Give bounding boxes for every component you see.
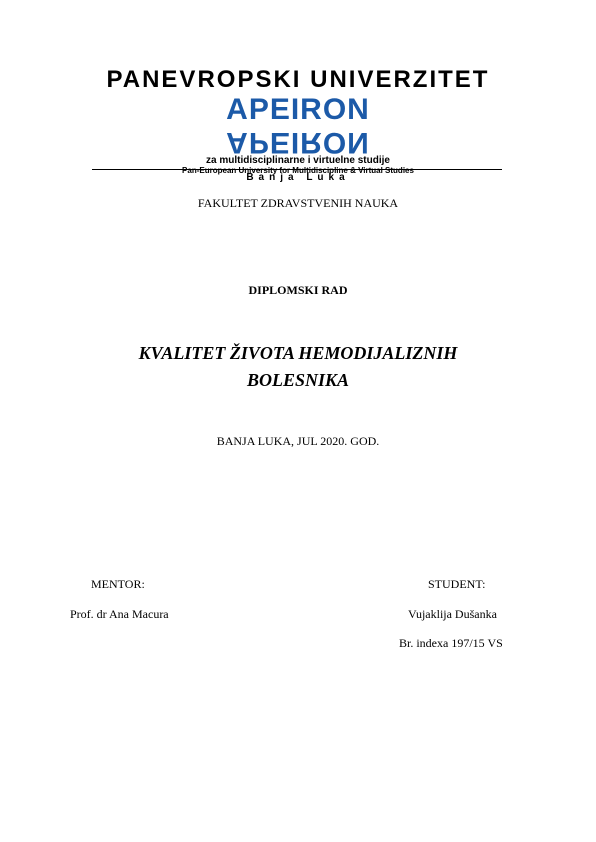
thesis-title-line-2: BOLESNIKA: [246, 370, 350, 390]
thesis-type: DIPLOMSKI RAD: [248, 283, 348, 297]
student-name: Vujaklija Dušanka: [408, 607, 497, 621]
student-index-number: Br. indexa 197/15 VS: [399, 636, 503, 650]
apeiron-wordmark-reflection: APEIRON: [226, 126, 370, 159]
logo-city: Banja Luka: [246, 172, 350, 183]
mentor-name: Prof. dr Ana Macura: [70, 607, 169, 621]
student-label: STUDENT:: [428, 577, 486, 591]
thesis-title-line-1: KVALITET ŽIVOTA HEMODIJALIZNIH: [138, 343, 458, 363]
thesis-title: [0, 340, 596, 394]
university-logo: [60, 66, 536, 186]
place-and-date: BANJA LUKA, JUL 2020. GOD.: [216, 434, 380, 448]
university-name: PANEVROPSKI UNIVERZITET: [106, 66, 490, 93]
logo-subtitle-local: za multidisciplinarne i virtuelne studije: [206, 155, 390, 166]
apeiron-wordmark: APEIRON: [226, 93, 370, 126]
logo-subtitle-english: Pan-European University for Multidiscipline & Virtual Studies: [182, 166, 414, 175]
faculty-name: FAKULTET ZDRAVSTVENIH NAUKA: [197, 196, 399, 210]
apeiron-logo-mark: [198, 94, 398, 160]
mentor-label: MENTOR:: [91, 577, 145, 591]
